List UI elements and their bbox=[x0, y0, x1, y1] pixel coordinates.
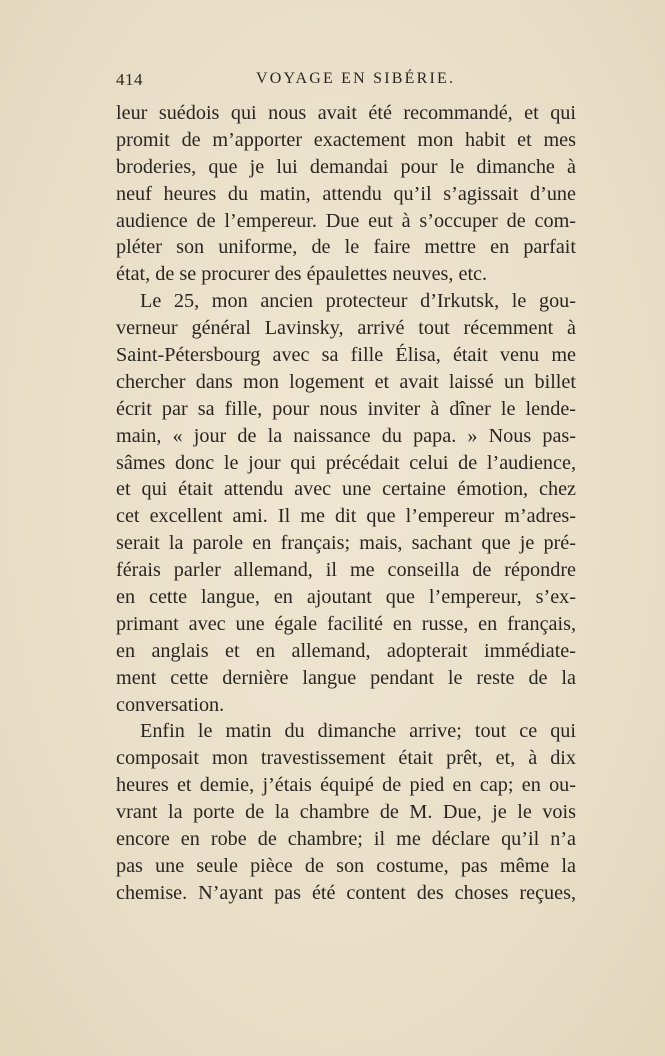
text-line: composait mon travestissement était prêt, et, à dix bbox=[116, 747, 576, 770]
text-line: sâmes donc le jour qui précédait celui de l’audience, bbox=[116, 451, 576, 474]
text-line: broderies, que je lui demandai pour le dimanche à bbox=[116, 155, 576, 178]
text-line: ment cette dernière langue pendant le reste de la bbox=[116, 666, 576, 689]
text-line: audience de l’empereur. Due eut à s’occuper de com- bbox=[116, 209, 576, 232]
text-line: neuf heures du matin, attendu qu’il s’agissait d’une bbox=[116, 182, 576, 205]
text-line: vrant la porte de la chambre de M. Due, je le vois bbox=[116, 801, 576, 824]
running-title: VOYAGE EN SIBÉRIE. bbox=[256, 70, 456, 87]
text-line: Saint-Pétersbourg avec sa fille Élisa, était venu me bbox=[116, 344, 576, 367]
text-line: conversation. bbox=[116, 693, 225, 716]
text-line: en cette langue, en ajoutant que l’empereur, s’ex- bbox=[116, 586, 576, 609]
text-line: chemise. N’ayant pas été content des choses reçues, bbox=[116, 881, 576, 904]
text-line: état, de se procurer des épaulettes neuves, etc. bbox=[116, 263, 488, 286]
text-line: heures et demie, j’étais équipé de pied en cap; en ou- bbox=[116, 774, 576, 797]
page-number: 414 bbox=[116, 70, 143, 89]
text-line: leur suédois qui nous avait été recommandé, et qui bbox=[116, 102, 576, 124]
text-line: pas une seule pièce de son costume, pas même la bbox=[116, 854, 576, 877]
text-line: primant avec une égale facilité en russe, en français, bbox=[116, 612, 576, 635]
text-line: chercher dans mon logement et avait laissé un billet bbox=[116, 370, 576, 393]
text-line: verneur général Lavinsky, arrivé tout récemment à bbox=[116, 317, 576, 340]
text-line: main, « jour de la naissance du papa. » Nous pas- bbox=[116, 424, 576, 447]
text-line: férais parler allemand, il me conseilla de répondre bbox=[116, 559, 576, 582]
text-line: encore en robe de chambre; il me déclare qu’il n’a bbox=[116, 828, 576, 851]
body-text bbox=[116, 100, 576, 907]
text-line: et qui était attendu avec une certaine émotion, chez bbox=[116, 478, 576, 501]
text-line: écrit par sa fille, pour nous inviter à dîner le lende- bbox=[116, 397, 576, 420]
text-line: cet excellent ami. Il me dit que l’empereur m’adres- bbox=[116, 505, 576, 528]
text-line: en anglais et en allemand, adopterait immédiate- bbox=[116, 639, 576, 662]
text-line: promit de m’apporter exactement mon habit et mes bbox=[116, 128, 576, 151]
page-header bbox=[116, 70, 576, 94]
text-line: pléter son uniforme, de le faire mettre en parfait bbox=[116, 236, 576, 259]
text-line: Le 25, mon ancien protecteur d’Irkutsk, le gou- bbox=[140, 290, 576, 313]
text-line: serait la parole en français; mais, sachant que je pré- bbox=[116, 532, 576, 555]
text-line: Enfin le matin du dimanche arrive; tout ce qui bbox=[140, 720, 576, 743]
